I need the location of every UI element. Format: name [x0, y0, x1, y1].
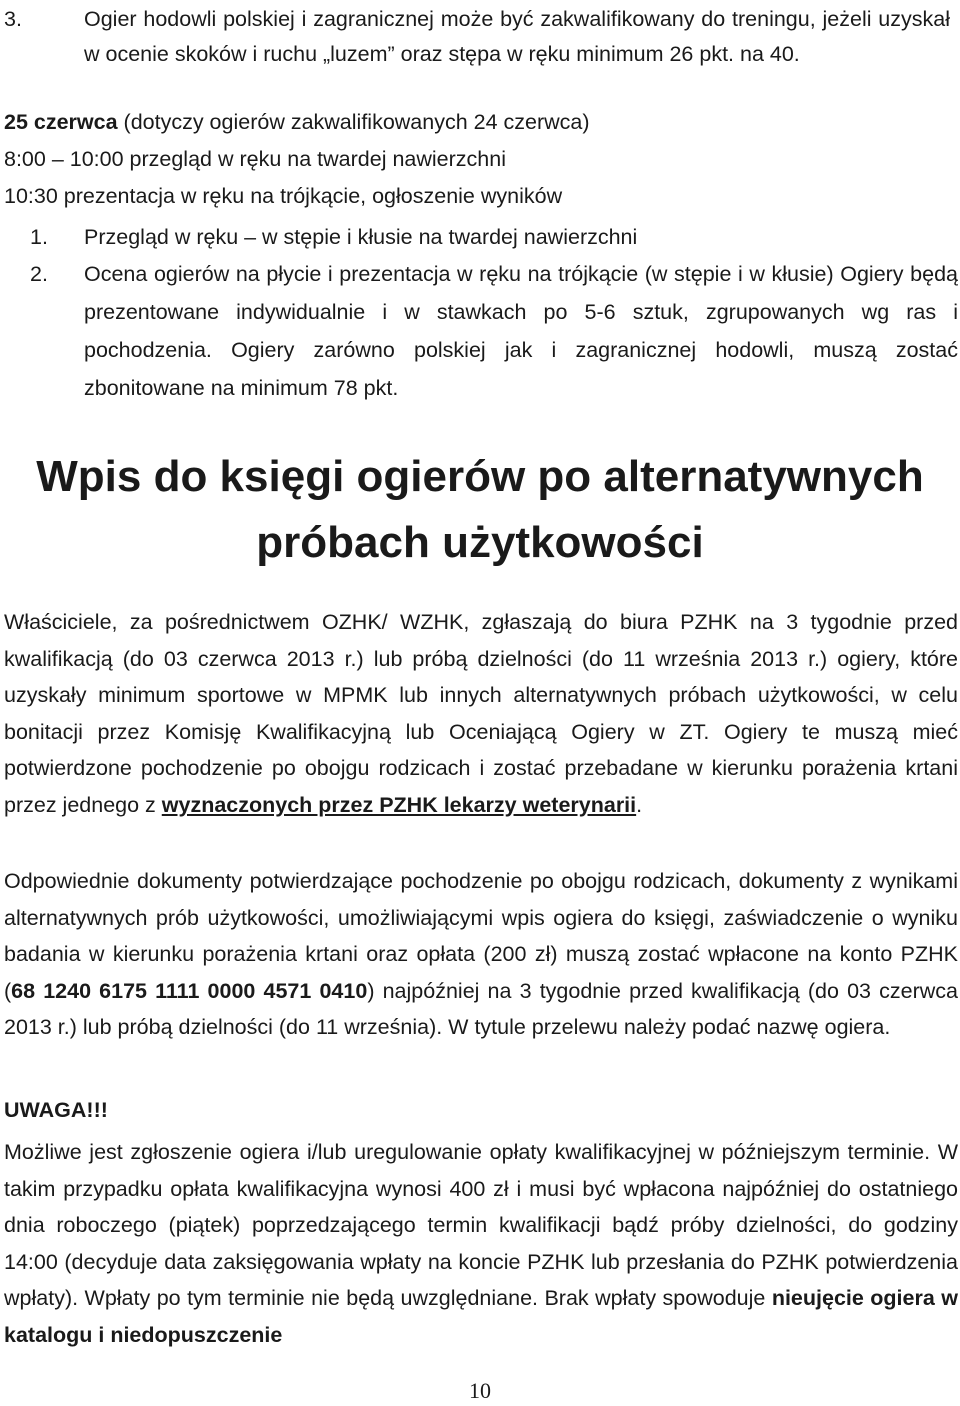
list-item-text: Ogier hodowli polskiej i zagranicznej może być zakwalifikowany do treningu, jeżeli uzyskał w ocenie skoków i ruchu „luzem” oraz stępa w ręku minimum 26 pkt. na 40. — [84, 7, 950, 66]
veterinarians-link-text: wyznaczonych przez PZHK lekarzy weterynarii — [161, 792, 637, 817]
section-heading — [0, 444, 960, 576]
paragraph-1 — [4, 604, 958, 824]
paragraph-2 — [4, 863, 958, 1046]
page-number: 10 — [469, 1378, 491, 1403]
warning-heading: UWAGA!!! — [4, 1098, 108, 1122]
heading-line-1: Wpis do księgi ogierów po alternatywnych — [36, 452, 924, 501]
schedule-date: 25 czerwca — [4, 110, 118, 134]
paragraph-2-text: Odpowiednie dokumenty potwierdzające pochodzenie po obojgu rodzicach, dokumenty z wynikami alternatywnych prób użytkowości, umożliwiającymi wpis ogiera do księgi, zaświadczenie o wyniku badania w kierunku porażenia krtani oraz opłata (200 zł) muszą zostać wpłacone na konto PZHK ( — [4, 869, 958, 1003]
sublist-item-2 — [30, 255, 958, 407]
paragraph-1-end: . — [636, 792, 643, 817]
paragraph-3 — [4, 1134, 958, 1354]
schedule-line-2: 10:30 prezentacja w ręku na trójkącie, ogłoszenie wyników — [4, 184, 563, 208]
paragraph-1-text: Właściciele, za pośrednictwem OZHK/ WZHK, zgłaszają do biura PZHK na 3 tygodnie przed kwalifikacją (do 03 czerwca 2013 r.) lub próbą dzielności (do 11 września 2013 r.) ogiery, które uzyskały minimum sportowe w MPMK lub innych alternatywnych próbach użytkowości, w celu bonitacji przez Komisję Kwalifikacyjną lub Oceniającą Ogiery w ZT. Ogiery te muszą mieć potwierdzone pochodzenie po obojgu rodzicach i zostać przebadane w kierunku porażenia krtani przez jednego z — [4, 610, 958, 817]
paragraph-3-text: Możliwe jest zgłoszenie ogiera i/lub uregulowanie opłaty kwalifikacyjnej w późniejszym terminie. W takim przypadku opłata kwalifikacyjna wynosi 400 zł i musi być wpłacona najpóźniej do ostatniego dnia roboczego (piątek) poprzedzającego termin kwalifikacji bądź próby dzielności, do godziny 14:00 (decyduje data zaksięgowania wpłaty na koncie PZHK lub przesłania do PZHK potwierdzenia wpłaty). Wpłaty po tym terminie nie będą uwzględniane. Brak wpłaty spowoduje — [4, 1140, 958, 1311]
sublist-text: Przegląd w ręku – w stępie i kłusie na twardej nawierzchni — [84, 225, 638, 249]
bank-account-number: 68 1240 6175 1111 0000 4571 0410 — [11, 978, 368, 1003]
paragraph-2-text-end: ) najpóźniej na 3 tygodnie przed kwalifikacją (do 03 czerwca 2013 r.) lub próbą dzielności (do 11 września). W tytule przelewu należy podać nazwę ogiera. — [4, 978, 958, 1040]
schedule-date-note: (dotyczy ogierów zakwalifikowanych 24 czerwca) — [117, 110, 590, 134]
list-item-number: 3. — [4, 7, 22, 31]
schedule-date-line — [4, 110, 590, 135]
sublist-item-1 — [30, 218, 958, 256]
schedule-line-1: 8:00 – 10:00 przegląd w ręku na twardej nawierzchni — [4, 147, 506, 171]
sublist-text: Ocena ogierów na płycie i prezentacja w ręku na trójkącie (w stępie i w kłusie) Ogiery będą prezentowane indywidualnie i w stawkach po 5-6 sztuk, zgrupowanych wg ras i pochodzenia. Ogiery zarówno polskiej jak i zagranicznej hodowli, muszą zostać zbonitowane na minimum 78 pkt. — [84, 262, 958, 400]
sublist-number: 2. — [30, 262, 48, 286]
heading-line-2: próbach użytkowości — [256, 518, 704, 567]
sublist-number: 1. — [30, 225, 48, 249]
paragraph-3-bold: nieujęcie ogiera w katalogu i niedopuszczenie — [4, 1286, 958, 1347]
list-item-3 — [4, 2, 950, 71]
